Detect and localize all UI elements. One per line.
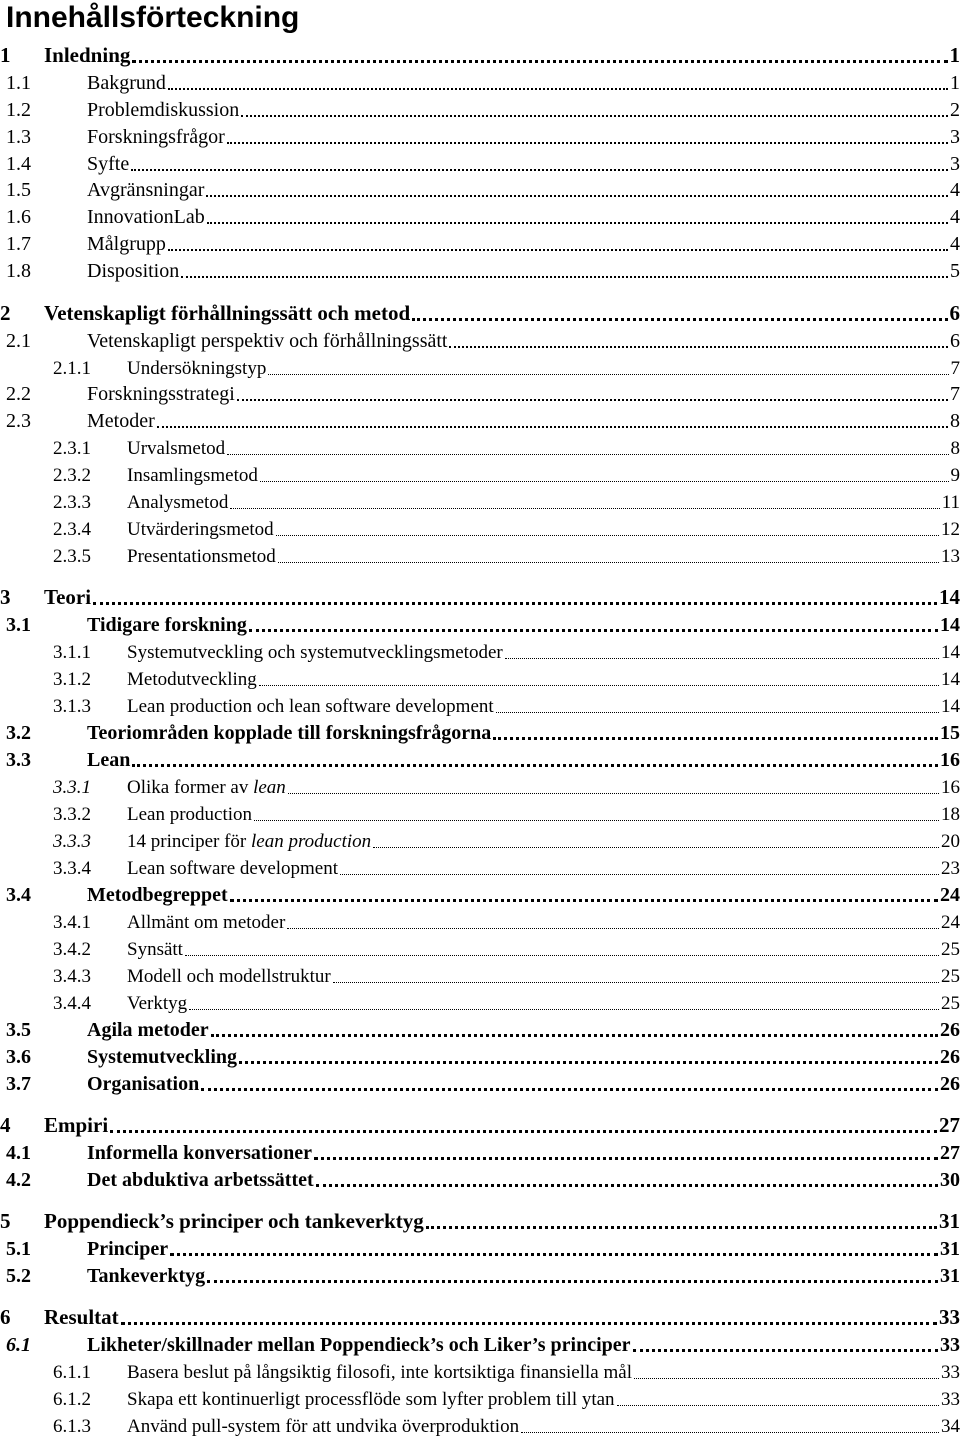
toc-entry-title-text: Metodbegreppet [87,884,228,906]
toc-entry-number: 4.2 [6,1169,31,1191]
toc-entry-title-text: Utvärderingsmetod [127,519,274,540]
dot-leader [633,1348,938,1352]
toc-entry-1-3[interactable] [0,123,960,149]
toc-entry-title-text: Tidigare forskning [87,614,247,636]
dot-leader [132,59,947,63]
toc-entry-title [87,1073,199,1096]
toc-entry-3-5[interactable] [0,1016,960,1042]
toc-entry-page: 6 [949,301,960,325]
dot-leader [157,425,948,428]
toc-entry-title [127,804,252,826]
toc-entry-1-8[interactable] [0,257,960,283]
toc-entry-page: 14 [939,585,960,609]
toc-entry-1-1[interactable] [0,69,960,95]
toc-entry-3-3-1[interactable] [0,773,960,799]
toc-entry-page: 27 [940,1142,960,1164]
toc-entry-page: 26 [940,1019,960,1041]
toc-entry-page: 34 [941,1416,960,1437]
dot-leader [249,628,938,632]
toc-entry-title [87,126,225,149]
toc-entry-title-text: Metoder [87,410,155,432]
dot-leader [493,736,938,740]
toc-entry-number: 3.4 [6,884,31,906]
dot-leader [170,1252,938,1256]
dot-leader [168,248,948,251]
toc-entry-3-1-3[interactable] [0,692,960,718]
toc-entry-number: 3.2 [6,722,31,744]
toc-entry-number: 6 [0,1305,11,1329]
toc-entry-1[interactable] [0,42,960,68]
toc-entry-number: 6.1 [6,1334,31,1356]
toc-entry-number: 5.1 [6,1238,31,1260]
toc-entry-title [87,1169,314,1192]
toc-entry-title-text: Informella konversationer [87,1142,312,1164]
toc-entry-title [127,777,286,799]
toc-entry-2-3-4[interactable] [0,515,960,541]
dot-leader [207,1279,938,1283]
toc-entry-number: 3.1.2 [53,669,91,690]
dot-leader [241,114,948,117]
toc-entry-title-text: Olika former av [127,777,254,798]
toc-entry-page: 6 [950,330,960,352]
toc-entry-number: 1.3 [6,126,31,148]
dot-leader [201,1087,938,1091]
toc-entry-3[interactable] [0,584,960,610]
dot-leader [207,221,948,224]
dot-leader [168,87,948,90]
dot-leader [288,792,939,794]
toc-entry-title-text: Målgrupp [87,233,166,255]
toc-entry-number: 1.6 [6,206,31,228]
toc-entry-page: 5 [950,260,960,282]
toc-entry-title [87,330,447,353]
toc-entry-3-3[interactable] [0,746,960,772]
toc-entry-number: 2.3.4 [53,519,91,540]
toc-entry-title-text: 14 principer för [127,831,251,852]
dot-leader [239,1060,938,1064]
toc-entry-number: 1.2 [6,99,31,121]
toc-entry-page: 14 [941,669,960,690]
toc-entry-number: 3 [0,585,11,609]
toc-entry-title [87,410,155,433]
dot-leader [333,981,939,983]
toc-entry-title-text: Likheter/skillnader mellan Poppendieck’s och Liker’s principer [87,1334,631,1356]
toc-entry-5-1[interactable] [0,1235,960,1261]
toc-entry-2-2[interactable] [0,380,960,406]
toc-entry-title [127,438,225,460]
toc-entry-page: 26 [940,1073,960,1095]
toc-entry-number: 5 [0,1209,11,1233]
toc-entry-page: 33 [941,1362,960,1383]
toc-heading: Innehållsförteckning [6,1,300,34]
toc-entry-number: 2.2 [6,383,31,405]
toc-entry-title-text: Principer [87,1238,169,1260]
toc-entry-title-text: Insamlingsmetod [127,465,258,486]
toc-entry-title [87,179,204,202]
toc-entry-number: 3.4.1 [53,912,91,933]
toc-entry-title [87,1019,209,1042]
dot-leader [278,561,939,563]
toc-entry-3-4-2[interactable] [0,935,960,961]
dot-leader [276,534,939,536]
toc-entry-page: 24 [940,884,960,906]
toc-entry-number: 2.3.3 [53,492,91,513]
dot-leader [185,954,939,956]
dot-leader [93,601,937,605]
toc-entry-page: 23 [941,858,960,879]
dot-leader [449,345,948,348]
dot-leader [237,398,948,401]
toc-entry-title [127,1416,519,1438]
toc-entry-1-4[interactable] [0,150,960,176]
toc-entry-page: 2 [950,99,960,121]
toc-entry-title-text: Presentationsmetod [127,546,276,567]
toc-entry-title [127,831,371,853]
toc-entry-number: 3.5 [6,1019,31,1041]
toc-entry-2-1[interactable] [0,327,960,353]
toc-entry-title [87,260,179,283]
dot-leader [131,168,948,171]
toc-entry-title-text: Empiri [44,1113,109,1137]
toc-entry-title-text: Systemutveckling och systemutvecklingsmetoder [127,642,503,663]
toc-entry-page: 7 [950,358,960,379]
toc-entry-title-text: Teori [44,585,92,609]
toc-entry-3-3-4[interactable] [0,854,960,880]
toc-entry-page: 4 [950,233,960,255]
toc-entry-1-6[interactable] [0,203,960,229]
toc-entry-1-5[interactable] [0,176,960,202]
toc-entry-page: 25 [941,993,960,1014]
dot-leader [259,684,939,686]
dot-leader [496,711,939,713]
toc-entry-title-text: Tankeverktyg [87,1265,206,1287]
dot-leader [110,1129,937,1133]
toc-entry-title [87,1334,631,1357]
toc-entry-title [127,1362,632,1384]
toc-entry-title [127,669,257,691]
toc-entry-number: 6.1.3 [53,1416,91,1437]
toc-entry-title-italic: lean production [250,831,372,852]
toc-entry-title-text: Organisation [87,1073,200,1095]
toc-entry-title [127,966,331,988]
dot-leader [211,1033,938,1037]
toc-entry-page: 3 [950,126,960,148]
toc-entry-title-text: Använd pull-system för att undvika överproduktion [127,1416,520,1437]
toc-entry-4-2[interactable] [0,1166,960,1192]
toc-entry-title [127,939,183,961]
toc-entry-2[interactable] [0,300,960,326]
toc-entry-6-1-1[interactable] [0,1358,960,1384]
toc-entry-number: 2.3.1 [53,438,91,459]
toc-entry-title-text: Poppendieck’s principer och tankeverktyg [44,1209,424,1233]
toc-entry-title [127,519,274,541]
toc-entry-number: 2 [0,301,11,325]
toc-entry-title [87,1265,205,1288]
toc-entry-page: 1 [950,72,960,94]
toc-entry-number: 5.2 [6,1265,31,1287]
toc-entry-3-4-4[interactable] [0,989,960,1015]
toc-entry-number: 2.1.1 [53,358,91,379]
toc-entry-page: 1 [949,43,960,67]
dot-leader [132,763,938,767]
toc-entry-2-1-1[interactable] [0,354,960,380]
toc-entry-page: 8 [950,410,960,432]
toc-entry-title [127,642,503,664]
toc-entry-2-3-5[interactable] [0,542,960,568]
dot-leader [268,373,948,375]
toc-entry-title [87,1238,168,1261]
toc-entry-number: 2.3.5 [53,546,91,567]
toc-entry-title [87,884,228,907]
dot-leader [121,1321,937,1325]
toc-entry-page: 14 [940,614,960,636]
toc-entry-number: 3.7 [6,1073,31,1095]
dot-leader [373,846,939,848]
toc-entry-title [44,1305,119,1330]
toc-entry-page: 12 [941,519,960,540]
toc-entry-page: 16 [940,749,960,771]
dot-leader [227,141,948,144]
dot-leader [227,453,948,455]
dot-leader [634,1377,939,1379]
toc-entry-title [127,492,228,514]
toc-entry-title [87,749,130,772]
toc-entry-title-text: Basera beslut på långsiktig filosofi, inte kortsiktiga finansiella mål [127,1362,632,1383]
toc-entry-title [87,1142,312,1165]
toc-entry-1-7[interactable] [0,230,960,256]
toc-entry-number: 2.3.2 [53,465,91,486]
toc-entry-6-1-3[interactable] [0,1412,960,1438]
toc-entry-title-text: Synsätt [127,939,183,960]
toc-entry-title [87,99,239,122]
toc-entry-number: 3.3.1 [53,777,91,798]
toc-entry-page: 30 [940,1169,960,1191]
dot-leader [521,1431,939,1433]
dot-leader [412,317,947,321]
toc-entry-3-1[interactable] [0,611,960,637]
toc-entry-title-text: Lean production och lean software development [127,696,494,717]
toc-entry-title-text: Resultat [44,1305,119,1329]
toc-entry-title [127,696,494,718]
toc-entry-4[interactable] [0,1112,960,1138]
toc-entry-title [44,301,410,326]
dot-leader [426,1225,937,1229]
toc-entry-title-text: Det abduktiva arbetssättet [87,1169,314,1191]
toc-entry-number: 2.1 [6,330,31,352]
toc-entry-5-2[interactable] [0,1262,960,1288]
toc-entry-title-italic: lean [253,777,286,798]
toc-entry-3-1-1[interactable] [0,638,960,664]
toc-entry-title-text: Vetenskapligt förhållningssätt och metod [44,301,411,325]
dot-leader [617,1404,939,1406]
toc-entry-title-text: Modell och modellstruktur [127,966,331,987]
toc-entry-2-3-3[interactable] [0,488,960,514]
toc-entry-3-2[interactable] [0,719,960,745]
toc-entry-title [44,585,91,610]
toc-entry-2-3-1[interactable] [0,434,960,460]
toc-entry-number: 3.3 [6,749,31,771]
dot-leader [287,927,939,929]
toc-entry-3-3-2[interactable] [0,800,960,826]
toc-entry-page: 3 [950,153,960,175]
toc-entry-3-4[interactable] [0,881,960,907]
toc-entry-title-text: Lean production [127,804,253,825]
toc-entry-title-text: Systemutveckling [87,1046,237,1068]
toc-entry-page: 25 [941,939,960,960]
toc-entry-page: 7 [950,383,960,405]
toc-entry-page: 20 [941,831,960,852]
toc-entry-number: 1 [0,43,11,67]
toc-entry-number: 3.3.3 [53,831,91,852]
toc-entry-number: 6.1.2 [53,1389,91,1410]
toc-entry-number: 3.3.2 [53,804,91,825]
toc-entry-page: 33 [940,1334,960,1356]
toc-entry-page: 31 [940,1265,960,1287]
toc-entry-title-text: Disposition [87,260,180,282]
toc-entry-number: 1.1 [6,72,31,94]
toc-entry-title-text: Lean software development [127,858,339,879]
toc-entry-title [127,358,266,380]
toc-entry-page: 31 [939,1209,960,1233]
toc-entry-number: 1.7 [6,233,31,255]
toc-entry-title [127,858,338,880]
toc-entry-page: 8 [950,438,960,459]
toc-entry-number: 3.3.4 [53,858,91,879]
toc-entry-title [87,72,166,95]
toc-entry-title [44,1113,108,1138]
toc-entry-page: 4 [950,206,960,228]
toc-entry-3-3-3[interactable] [0,827,960,853]
toc-entry-title [127,465,258,487]
dot-leader [230,507,939,509]
toc-entry-title [44,1209,424,1234]
toc-entry-title [127,912,285,934]
toc-entry-3-4-3[interactable] [0,962,960,988]
toc-entry-title [87,614,247,637]
toc-entry-title-text: Metodutveckling [127,669,257,690]
toc-entry-3-4-1[interactable] [0,908,960,934]
toc-entry-page: 11 [941,492,960,513]
toc-entry-title-text: Verktyg [127,993,188,1014]
toc-entry-number: 3.4.4 [53,993,91,1014]
toc-entry-number: 3.1.1 [53,642,91,663]
toc-entry-page: 14 [941,642,960,663]
dot-leader [230,898,938,902]
toc-entry-6-1-2[interactable] [0,1385,960,1411]
toc-entry-1-2[interactable] [0,96,960,122]
toc-entry-title-text: Lean [87,749,131,771]
toc-entry-number: 1.5 [6,179,31,201]
dot-leader [181,275,948,278]
dot-leader [254,819,939,821]
toc-entry-title-text: Problemdiskussion [87,99,240,121]
toc-entry-title-text: Forskningsstrategi [87,383,235,405]
toc-entry-page: 9 [950,465,960,486]
toc-entry-title-text: Teoriområden kopplade till forskningsfrågorna [87,722,492,744]
toc-entry-number: 6.1.1 [53,1362,91,1383]
toc-entry-title-text: Inledning [44,43,131,67]
toc-entry-5[interactable] [0,1208,960,1234]
toc-entry-title-text: Agila metoder [87,1019,209,1041]
dot-leader [340,873,939,875]
toc-entry-2-3-2[interactable] [0,461,960,487]
toc-entry-page: 13 [941,546,960,567]
dot-leader [505,657,939,659]
toc-entry-title-text: Allmänt om metoder [127,912,286,933]
toc-entry-4-1[interactable] [0,1139,960,1165]
toc-entry-title [87,383,235,406]
toc-entry-title-text: Bakgrund [87,72,166,94]
dot-leader [189,1008,939,1010]
toc-entry-title [44,43,130,68]
toc-entry-page: 31 [940,1238,960,1260]
toc-entry-number: 4 [0,1113,11,1137]
toc-entry-page: 25 [941,966,960,987]
toc-entry-page: 4 [950,179,960,201]
toc-entry-3-1-2[interactable] [0,665,960,691]
toc-entry-page: 26 [940,1046,960,1068]
dot-leader [206,194,948,197]
dot-leader [314,1156,938,1160]
toc-entry-page: 27 [939,1113,960,1137]
toc-entry-page: 14 [941,696,960,717]
toc-entry-number: 3.1.3 [53,696,91,717]
toc-entry-page: 18 [941,804,960,825]
dot-leader [316,1183,938,1187]
toc-entry-number: 3.4.3 [53,966,91,987]
toc-entry-number: 3.1 [6,614,31,636]
toc-entry-title-text: Undersökningstyp [127,358,267,379]
toc-entry-2-3[interactable] [0,407,960,433]
toc-entry-title [127,1389,615,1411]
toc-entry-page: 24 [941,912,960,933]
toc-entry-page: 16 [941,777,960,798]
toc-entry-title [87,206,205,229]
toc-entry-title [127,546,276,568]
toc-entry-number: 3.4.2 [53,939,91,960]
toc-entry-title [127,993,187,1015]
toc-entry-title-text: Vetenskapligt perspektiv och förhållningssätt [87,330,448,352]
toc-entry-page: 33 [939,1305,960,1329]
toc-entry-3-7[interactable] [0,1070,960,1096]
toc-entry-6-1[interactable] [0,1331,960,1357]
dot-leader [260,480,949,482]
toc-entry-number: 4.1 [6,1142,31,1164]
toc-entry-6[interactable] [0,1304,960,1330]
toc-entry-title-text: Syfte [87,153,130,175]
toc-entry-3-6[interactable] [0,1043,960,1069]
toc-entry-number: 1.4 [6,153,31,175]
toc-entry-page: 33 [941,1389,960,1410]
toc-entry-number: 3.6 [6,1046,31,1068]
toc-entry-title [87,1046,237,1069]
toc-entry-title-text: InnovationLab [87,206,205,228]
toc-entry-title-text: Skapa ett kontinuerligt processflöde som lyfter problem till ytan [127,1389,615,1410]
toc-entry-number: 1.8 [6,260,31,282]
toc-entry-title [87,722,491,745]
toc-entry-number: 2.3 [6,410,31,432]
toc-entry-title-text: Analysmetod [127,492,229,513]
toc-entry-title-text: Urvalsmetod [127,438,226,459]
toc-entry-title-text: Avgränsningar [87,179,205,201]
toc-entry-title [87,233,166,256]
toc-entry-title [87,153,129,176]
toc-entry-title-text: Forskningsfrågor [87,126,225,148]
toc-entry-page: 15 [940,722,960,744]
